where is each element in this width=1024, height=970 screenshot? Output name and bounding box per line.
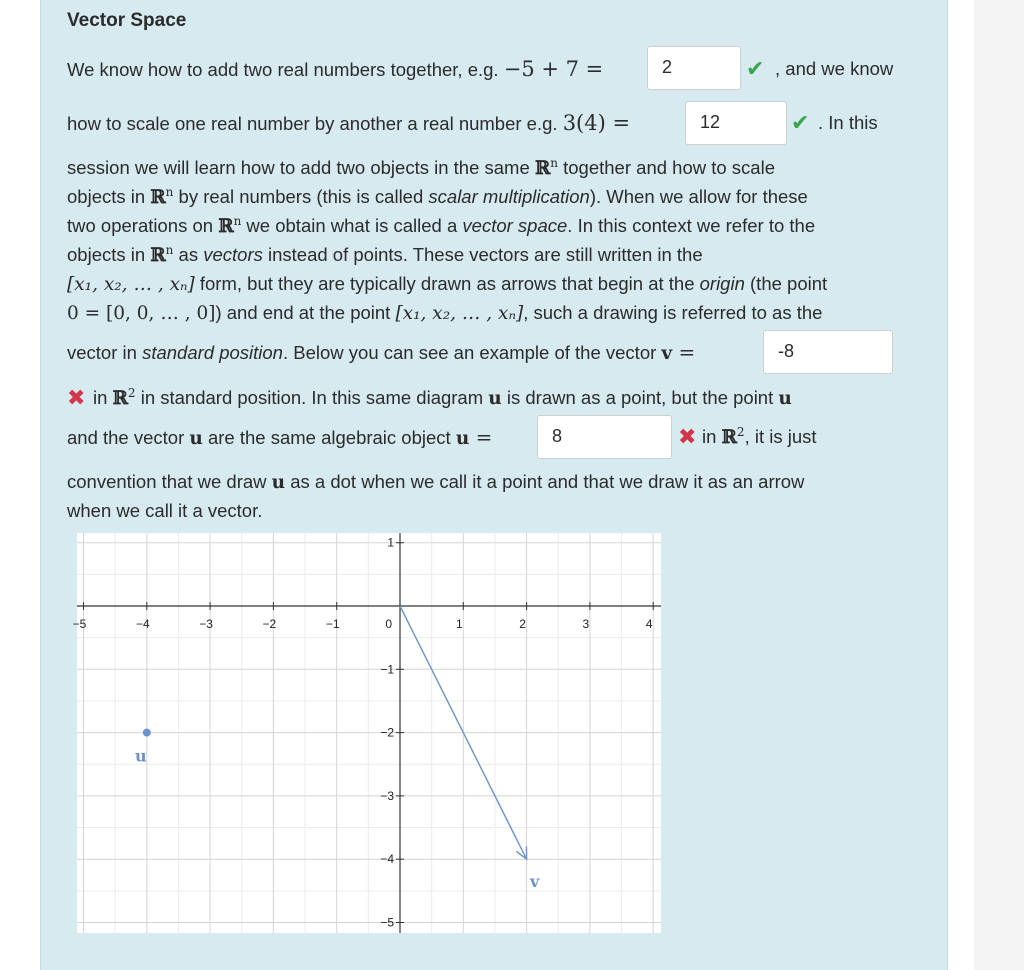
answer-input-vector-v-value: -8 (778, 341, 795, 361)
check-icon: ✔ (791, 110, 810, 135)
y-tick-label: −5 (380, 915, 394, 930)
superscript: n (165, 185, 174, 199)
answer-input-vector-u[interactable] (537, 415, 672, 459)
text: objects in (67, 186, 151, 207)
p4-line2 (67, 425, 492, 451)
section-title: Vector Space (67, 10, 187, 31)
vector-plot (72, 533, 661, 933)
answer-input-sum-value: 2 (662, 57, 673, 77)
text: by real numbers (this is called (173, 186, 429, 207)
equals-sign: = (469, 425, 493, 449)
text: , such a drawing is referred to as the (523, 302, 823, 323)
check-icon: ✔ (746, 56, 765, 81)
p3-line5 (67, 272, 827, 297)
p1-text: We know how to add two real numbers together, e.g. (67, 59, 504, 80)
p3-line2 (67, 185, 808, 210)
y-tick-label: −2 (380, 725, 394, 740)
p1-tail: , and we know (775, 58, 894, 79)
vector-symbol: u (778, 388, 792, 409)
vector-symbol: u (271, 472, 286, 493)
text: ) and end at the point (215, 302, 396, 323)
vector-symbol: u (189, 428, 203, 449)
vector-symbol: v (661, 343, 673, 364)
text: together and how to scale (557, 157, 775, 178)
real-space-symbol: ℝ (150, 187, 166, 208)
p4-line1 (93, 386, 792, 411)
y-tick-label: 1 (387, 535, 394, 550)
emphasis: standard position (142, 342, 283, 363)
text: form, but they are typically drawn as arrows that begin at the (194, 273, 700, 294)
x-tick-label: −4 (135, 617, 150, 631)
p3-line1 (67, 156, 775, 181)
p2-text: how to scale one real number by another a real number e.g. (67, 113, 563, 134)
superscript: n (550, 156, 558, 170)
y-tick-label: −4 (380, 852, 394, 867)
answer-input-product-value: 12 (700, 112, 721, 132)
text: in standard position. In this same diagram (135, 387, 489, 408)
text: . In this context we refer to the (567, 215, 816, 236)
text: is drawn as a point, but the point (501, 387, 779, 408)
text: and the vector (67, 427, 190, 448)
emphasis: vector space (462, 215, 568, 236)
text: convention that we draw (67, 471, 272, 492)
math-expression: [x₁, x₂, … , xₙ] (395, 303, 524, 324)
real-space-symbol: ℝ (721, 427, 737, 448)
x-tick-label: −1 (325, 617, 340, 631)
line-p2 (67, 111, 630, 136)
cross-icon: ✖ (678, 424, 697, 449)
p2-expression: 3(4) = (562, 111, 631, 135)
x-tick-label: −3 (199, 617, 213, 631)
text: objects in (67, 244, 151, 265)
p4-line4: when we call it a vector. (67, 500, 263, 521)
answer-input-vector-u-value: 8 (552, 426, 563, 446)
real-space-symbol: ℝ (150, 245, 166, 266)
point-u-label: u (134, 746, 147, 766)
x-tick-label: −5 (72, 617, 87, 631)
equals-sign: = (672, 340, 696, 364)
text: (the point (744, 273, 828, 294)
text: . Below you can see an example of the vector (282, 342, 662, 363)
text: instead of points. These vectors are still written in the (262, 244, 703, 265)
vector-symbol: u (488, 388, 502, 409)
p3-line6 (67, 301, 822, 326)
math-expression: [x₁, x₂, … , xₙ] (67, 274, 195, 295)
answer-input-sum[interactable] (647, 46, 741, 90)
text: we obtain what is called a (241, 215, 463, 236)
cross-icon: ✖ (67, 385, 86, 410)
answer-input-vector-v[interactable] (763, 330, 893, 374)
p3-line3 (67, 214, 815, 239)
x-tick-label: 4 (645, 617, 653, 631)
p1-expression: −5 + 7 = (503, 57, 604, 81)
x-tick-label: 1 (455, 617, 463, 631)
x-tick-label: −2 (262, 617, 277, 631)
superscript: 2 (736, 425, 745, 439)
p3-line4 (67, 243, 703, 268)
answer-input-product[interactable] (685, 101, 787, 145)
text: ). When we allow for these (589, 186, 808, 207)
y-tick-label: −3 (380, 788, 394, 803)
p4-line2-tail (702, 425, 817, 450)
math-expression: 0 = [0, 0, … , 0] (67, 303, 216, 324)
vector-v-label: v (529, 872, 540, 892)
text: two operations on (67, 215, 219, 236)
emphasis: origin (699, 273, 745, 294)
text: as a dot when we call it a point and that we draw it as an arrow (285, 471, 805, 492)
y-tick-label: −1 (380, 662, 394, 677)
p3-line7 (67, 340, 695, 366)
text: session we will learn how to add two objects in the same (67, 157, 535, 178)
real-space-symbol: ℝ (534, 158, 551, 179)
emphasis: scalar multiplication (428, 186, 590, 207)
p4-line3 (67, 470, 804, 495)
p2-tail: . In this (818, 112, 878, 133)
plot-svg (72, 533, 661, 933)
text: in (702, 426, 722, 447)
point-u (143, 729, 151, 737)
x-tick-label: 3 (582, 617, 590, 631)
superscript: n (165, 243, 174, 257)
emphasis: vectors (203, 244, 263, 265)
text: in (93, 387, 113, 408)
text: vector in (67, 342, 143, 363)
real-space-symbol: ℝ (218, 216, 234, 237)
text: , it is just (744, 426, 817, 447)
text: are the same algebraic object (202, 427, 456, 448)
real-space-symbol: ℝ (112, 388, 128, 409)
line-p1 (67, 57, 603, 82)
right-gutter (974, 0, 1024, 970)
x-tick-label: 2 (519, 617, 526, 631)
x-tick-label: 0 (385, 617, 392, 631)
superscript: n (233, 214, 242, 228)
text: as (173, 244, 204, 265)
superscript: 2 (127, 386, 136, 400)
vector-symbol: u (455, 428, 470, 449)
